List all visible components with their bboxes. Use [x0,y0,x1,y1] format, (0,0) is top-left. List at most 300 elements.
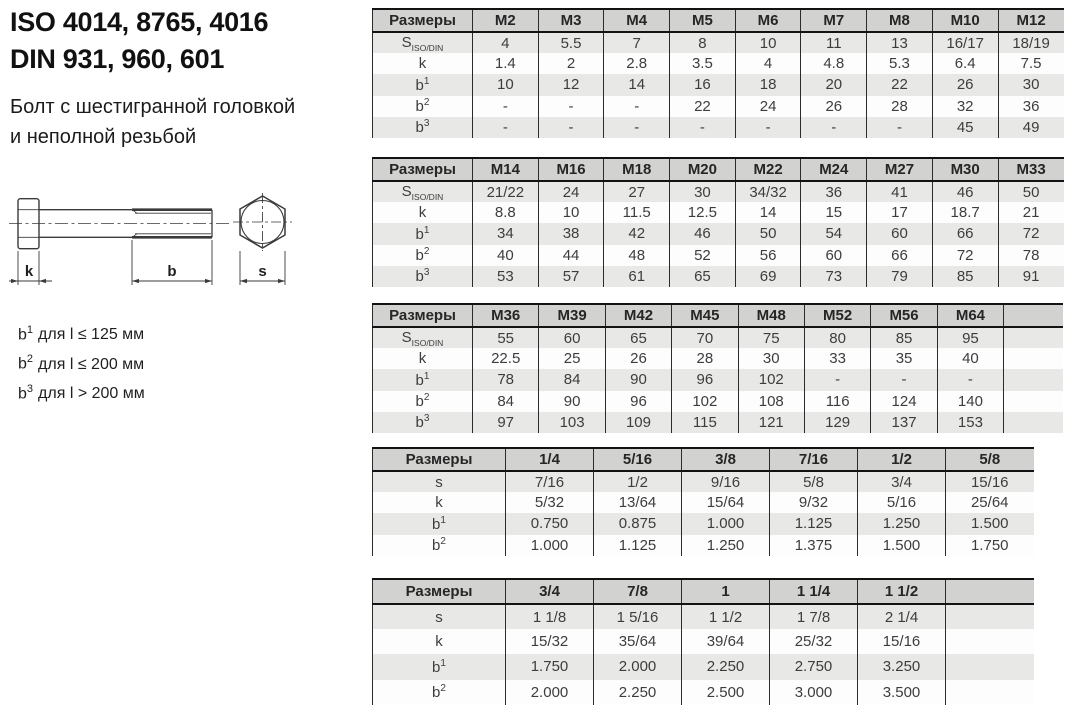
value-cell: 25/32 [770,629,858,654]
value-cell: 14 [604,74,670,95]
value-cell: 1/2 [594,471,682,492]
size-column-header: M12 [998,9,1064,32]
value-cell: - [604,96,670,117]
row-label: $b^2$ [373,680,506,705]
table-row [373,181,1064,202]
value-cell: 108 [738,391,804,412]
value-cell: 2.000 [506,680,594,705]
row-label: k [373,348,473,369]
table-header-row [373,9,1064,32]
size-column-header: M64 [937,304,1003,327]
note-b1: $b^1$ для l ≤ 125 мм [18,324,145,344]
value-cell: 137 [871,412,937,433]
table-row [373,654,1034,679]
sizes-header: Размеры [373,158,473,181]
value-cell: 10 [538,202,604,223]
title-iso-standards: ISO 4014, 8765, 4016 [10,7,269,37]
value-cell: 96 [605,391,671,412]
size-column-header: M27 [867,158,933,181]
value-cell: 129 [804,412,870,433]
value-cell: 5/32 [506,492,594,513]
value-cell: 16/17 [932,32,998,53]
value-cell: 103 [539,412,605,433]
value-cell: 9/16 [682,471,770,492]
value-cell: 4 [735,53,801,74]
sizes-header: Размеры [373,448,506,471]
table-row [373,117,1064,138]
value-cell: 22 [867,74,933,95]
row-label: $b^3$ [373,117,473,138]
table-row [373,74,1064,95]
value-cell: 46 [670,223,736,244]
value-cell: 90 [605,369,671,390]
value-cell: 9/32 [770,492,858,513]
dim-label-b: b [167,263,177,280]
value-cell: 90 [539,391,605,412]
value-cell: 13 [867,32,933,53]
size-column-header: M42 [605,304,671,327]
row-label: s [373,604,506,629]
size-column-header: 3/8 [682,448,770,471]
value-cell: 121 [738,412,804,433]
value-cell: 153 [937,412,1003,433]
value-cell: - [670,117,736,138]
value-cell: 75 [738,327,804,348]
size-column-header: 7/8 [594,579,682,604]
value-cell: 72 [932,245,998,266]
value-cell: 73 [801,266,867,287]
empty-cell [1004,327,1064,348]
value-cell: 57 [538,266,604,287]
row-label: k [373,202,473,223]
value-cell: 28 [867,96,933,117]
value-cell: - [604,117,670,138]
value-cell: 14 [735,202,801,223]
value-cell: 102 [738,369,804,390]
size-column-header: M18 [604,158,670,181]
value-cell: 26 [605,348,671,369]
value-cell: 15/16 [858,629,946,654]
subtitle-line-1: Болт с шестигранной головкой [10,96,296,118]
size-column-header: 5/8 [946,448,1034,471]
value-cell: 116 [804,391,870,412]
note-b2: $b^2$ для l ≤ 200 мм [18,353,145,373]
dimension-k [9,251,52,285]
value-cell: 0.875 [594,513,682,534]
size-column-header: 1/4 [506,448,594,471]
value-cell: 11.5 [604,202,670,223]
value-cell: 1 7/8 [770,604,858,629]
value-cell: 60 [801,245,867,266]
table-metric-m2-m12 [372,8,1064,138]
table-row [373,53,1064,74]
value-cell: - [473,117,539,138]
value-cell: 2.250 [594,680,682,705]
sizes-header: Размеры [373,304,473,327]
value-cell: 1.250 [682,535,770,556]
size-column-header: M8 [867,9,933,32]
value-cell: 40 [473,245,539,266]
value-cell: 26 [801,96,867,117]
value-cell: - [538,117,604,138]
value-cell: 3.250 [858,654,946,679]
value-cell: 55 [473,327,539,348]
row-label: s [373,471,506,492]
value-cell: 91 [998,266,1064,287]
value-cell: 5.3 [867,53,933,74]
value-cell: 1.500 [946,513,1034,534]
row-label: $b^1$ [373,654,506,679]
value-cell: 5/16 [858,492,946,513]
value-cell: 69 [735,266,801,287]
value-cell: 97 [473,412,539,433]
size-column-header: M7 [801,9,867,32]
value-cell: 80 [804,327,870,348]
value-cell: 15 [801,202,867,223]
size-column-header: M14 [473,158,539,181]
table-row [373,245,1064,266]
value-cell: 49 [998,117,1064,138]
empty-cell [946,604,1034,629]
table-row [373,604,1034,629]
table-row [373,96,1064,117]
value-cell: 8.8 [473,202,539,223]
page-title [10,4,268,78]
value-cell: 7/16 [506,471,594,492]
value-cell: 22 [670,96,736,117]
value-cell: 3.000 [770,680,858,705]
value-cell: 18.7 [932,202,998,223]
value-cell: 1.000 [682,513,770,534]
row-label: k [373,53,473,74]
size-column-header: M36 [473,304,539,327]
value-cell: - [937,369,1003,390]
value-cell: 48 [604,245,670,266]
value-cell: 34/32 [735,181,801,202]
table-header-row [373,448,1034,471]
value-cell: 46 [932,181,998,202]
value-cell: 5/8 [770,471,858,492]
table-inch-quarter-to-fiveeighths [372,447,1034,556]
table-row [373,412,1064,433]
value-cell: 85 [932,266,998,287]
value-cell: 1.125 [770,513,858,534]
value-cell: 1.500 [858,535,946,556]
value-cell: 35 [871,348,937,369]
size-column-header: M33 [998,158,1064,181]
value-cell: 1.250 [858,513,946,534]
value-cell: 72 [998,223,1064,244]
size-column-header: M39 [539,304,605,327]
table-row [373,629,1034,654]
value-cell: 36 [801,181,867,202]
value-cell: 53 [473,266,539,287]
value-cell: 1 1/2 [682,604,770,629]
value-cell: 11 [801,32,867,53]
table-row [373,32,1064,53]
row-label: $b^1$ [373,513,506,534]
value-cell: 21 [998,202,1064,223]
empty-cell [946,680,1034,705]
value-cell: - [867,117,933,138]
value-cell: 1.750 [946,535,1034,556]
table-row [373,266,1064,287]
table-row [373,223,1064,244]
value-cell: 2 1/4 [858,604,946,629]
table-row [373,492,1034,513]
value-cell: - [801,117,867,138]
table-metric-m36-m64 [372,303,1063,433]
value-cell: 45 [932,117,998,138]
value-cell: 16 [670,74,736,95]
size-column-header: M45 [672,304,738,327]
row-label: $S_{ISO/DIN}$ [373,32,473,53]
value-cell: 66 [867,245,933,266]
row-label: $b^1$ [373,74,473,95]
row-label: $b^2$ [373,535,506,556]
size-column-header: M56 [871,304,937,327]
table-header-row [373,158,1064,181]
size-column-header: M2 [473,9,539,32]
value-cell: - [804,369,870,390]
row-label: $b^2$ [373,391,473,412]
title-din-standards: DIN 931, 960, 601 [10,44,225,74]
value-cell: 124 [871,391,937,412]
value-cell: 79 [867,266,933,287]
value-cell: 5.5 [538,32,604,53]
size-column-header: M48 [738,304,804,327]
value-cell: 15/16 [946,471,1034,492]
size-column-header: M30 [932,158,998,181]
value-cell: 10 [473,74,539,95]
value-cell: 38 [538,223,604,244]
bolt-end-view [233,193,292,251]
value-cell: 36 [998,96,1064,117]
dimension-s [240,251,285,285]
row-label: k [373,492,506,513]
size-column-header: M24 [801,158,867,181]
table-row [373,369,1064,390]
row-label: $b^2$ [373,96,473,117]
table-row [373,348,1064,369]
value-cell: 2.750 [770,654,858,679]
table-row [373,535,1034,556]
size-column-header: M22 [735,158,801,181]
value-cell: 2.500 [682,680,770,705]
thread-length-notes [18,318,145,406]
value-cell: 1.000 [506,535,594,556]
value-cell: 78 [998,245,1064,266]
value-cell: 109 [605,412,671,433]
table-row [373,471,1034,492]
row-label: $S_{ISO/DIN}$ [373,327,473,348]
value-cell: 0.750 [506,513,594,534]
note-b3: $b^3$ для l > 200 мм [18,382,145,402]
value-cell: 3.5 [670,53,736,74]
row-label: $b^1$ [373,223,473,244]
value-cell: 7 [604,32,670,53]
value-cell: - [735,117,801,138]
sizes-header: Размеры [373,579,506,604]
value-cell: 84 [539,369,605,390]
value-cell: 22.5 [473,348,539,369]
bolt-side-view [9,199,229,249]
value-cell: 102 [672,391,738,412]
value-cell: 4.8 [801,53,867,74]
table-row [373,513,1034,534]
table-row [373,202,1064,223]
value-cell: 3/4 [858,471,946,492]
size-column-header: M4 [604,9,670,32]
value-cell: 140 [937,391,1003,412]
value-cell: 115 [672,412,738,433]
value-cell: 1 5/16 [594,604,682,629]
value-cell: 61 [604,266,670,287]
value-cell: 70 [672,327,738,348]
table-inch-threequarters-to-oneandhalf [372,578,1034,705]
value-cell: 34 [473,223,539,244]
value-cell: 66 [932,223,998,244]
size-column-header: 1 1/2 [858,579,946,604]
row-label: $S_{ISO/DIN}$ [373,181,473,202]
value-cell: 20 [801,74,867,95]
value-cell: 96 [672,369,738,390]
value-cell: 28 [672,348,738,369]
value-cell: 52 [670,245,736,266]
table-row [373,680,1034,705]
table-header-row [373,579,1034,604]
value-cell: 13/64 [594,492,682,513]
size-column-header: M5 [670,9,736,32]
value-cell: 84 [473,391,539,412]
size-column-header: 1 1/4 [770,579,858,604]
empty-header-cell [946,579,1034,604]
value-cell: 4 [473,32,539,53]
size-column-header: M52 [804,304,870,327]
value-cell: 10 [735,32,801,53]
value-cell: 25 [539,348,605,369]
value-cell: 30 [670,181,736,202]
value-cell: 7.5 [998,53,1064,74]
table-row [373,327,1064,348]
value-cell: 15/32 [506,629,594,654]
value-cell: 26 [932,74,998,95]
value-cell: 30 [738,348,804,369]
dimension-b [132,240,212,285]
value-cell: 1 1/8 [506,604,594,629]
empty-cell [946,654,1034,679]
subtitle-line-2: и неполной резьбой [10,126,197,148]
value-cell: 95 [937,327,1003,348]
bolt-technical-drawing [8,186,338,316]
value-cell: 50 [735,223,801,244]
value-cell: 17 [867,202,933,223]
value-cell: 2.8 [604,53,670,74]
value-cell: - [538,96,604,117]
value-cell: 2 [538,53,604,74]
value-cell: 24 [735,96,801,117]
table-row [373,391,1064,412]
dim-label-s: s [258,263,267,280]
size-column-header: 1 [682,579,770,604]
empty-cell [1004,348,1064,369]
value-cell: 15/64 [682,492,770,513]
value-cell: 50 [998,181,1064,202]
value-cell: 18/19 [998,32,1064,53]
value-cell: 18 [735,74,801,95]
value-cell: 65 [605,327,671,348]
value-cell: 44 [538,245,604,266]
value-cell: 27 [604,181,670,202]
value-cell: 24 [538,181,604,202]
size-column-header: 1/2 [858,448,946,471]
value-cell: 65 [670,266,736,287]
value-cell: 12.5 [670,202,736,223]
empty-cell [1004,369,1064,390]
value-cell: 40 [937,348,1003,369]
value-cell: 85 [871,327,937,348]
size-column-header: M10 [932,9,998,32]
empty-cell [946,629,1034,654]
value-cell: 32 [932,96,998,117]
value-cell: - [871,369,937,390]
empty-header-cell [1004,304,1064,327]
value-cell: 2.000 [594,654,682,679]
value-cell: 33 [804,348,870,369]
size-column-header: M16 [538,158,604,181]
value-cell: 39/64 [682,629,770,654]
size-column-header: 7/16 [770,448,858,471]
table-metric-m14-m33 [372,157,1064,287]
size-column-header: M6 [735,9,801,32]
value-cell: 41 [867,181,933,202]
value-cell: 3.500 [858,680,946,705]
value-cell: 35/64 [594,629,682,654]
row-label: k [373,629,506,654]
value-cell: 25/64 [946,492,1034,513]
table-header-row [373,304,1064,327]
value-cell: 56 [735,245,801,266]
value-cell: 2.250 [682,654,770,679]
value-cell: 1.4 [473,53,539,74]
value-cell: 1.750 [506,654,594,679]
value-cell: - [473,96,539,117]
value-cell: 42 [604,223,670,244]
value-cell: 30 [998,74,1064,95]
value-cell: 1.375 [770,535,858,556]
value-cell: 12 [538,74,604,95]
empty-cell [1004,412,1064,433]
size-column-header: M3 [538,9,604,32]
value-cell: 60 [539,327,605,348]
sizes-header: Размеры [373,9,473,32]
row-label: $b^3$ [373,412,473,433]
dim-label-k: k [24,263,34,280]
empty-cell [1004,391,1064,412]
value-cell: 78 [473,369,539,390]
value-cell: 60 [867,223,933,244]
size-column-header: M20 [670,158,736,181]
value-cell: 1.125 [594,535,682,556]
row-label: $b^2$ [373,245,473,266]
row-label: $b^1$ [373,369,473,390]
value-cell: 21/22 [473,181,539,202]
value-cell: 6.4 [932,53,998,74]
size-column-header: 5/16 [594,448,682,471]
size-column-header: 3/4 [506,579,594,604]
row-label: $b^3$ [373,266,473,287]
value-cell: 54 [801,223,867,244]
